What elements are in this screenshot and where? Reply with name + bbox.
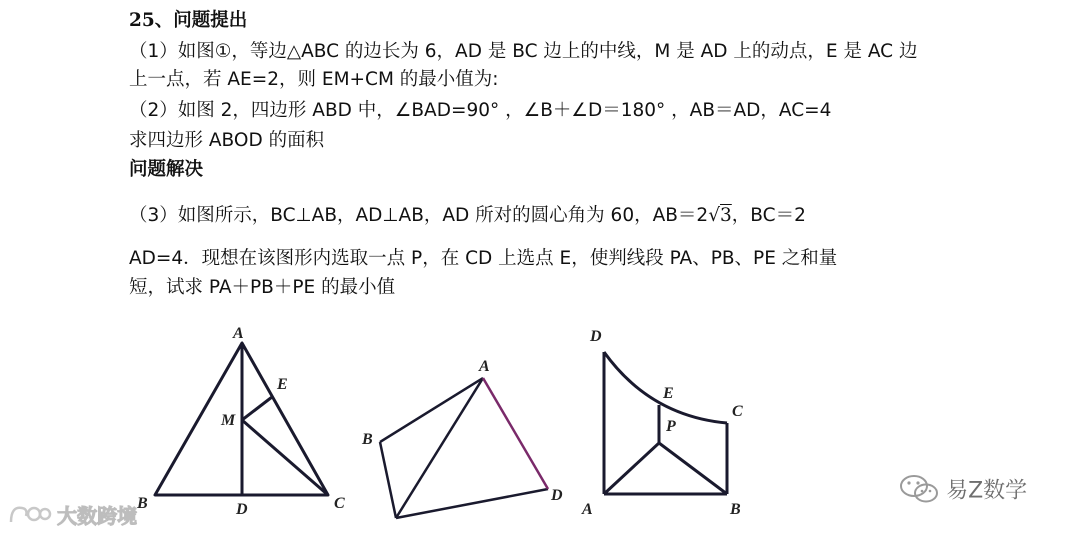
fig1-label-a: A <box>233 325 244 342</box>
fig1-label-b: B <box>137 495 148 512</box>
question-3-text-a: （3）如图所示，BC⊥AB，AD⊥AB，AD 所对的圆心角为 60，AB＝2 <box>129 205 709 226</box>
side-cd <box>396 489 548 518</box>
question-3-line-3: 短，试求 PA＋PB＋PE 的最小值 <box>129 277 396 298</box>
fig1-label-e: E <box>277 376 288 393</box>
question-1-line-2: 上一点，若 AE=2，则 EM+CM 的最小值为: <box>129 69 499 90</box>
watermark-left <box>8 500 137 529</box>
watermark-right-text: 易Z数学 <box>946 478 1028 504</box>
question-1-line-1: （1）如图①，等边△ABC 的边长为 6，AD 是 BC 边上的中线，M 是 AD 上的动点，E 是 AC 边 <box>129 41 918 62</box>
figure-1-triangle <box>125 315 365 525</box>
figure-2-quadrilateral <box>355 350 570 525</box>
fig1-label-d: D <box>236 501 248 518</box>
sqrt-radicand: 3 <box>720 205 732 226</box>
segment-mc <box>242 420 328 495</box>
segment-pb <box>659 443 727 494</box>
watermark-right <box>897 472 1027 506</box>
fig3-label-c: C <box>732 403 743 420</box>
side-ad <box>483 378 548 489</box>
sqrt-expression: √3 <box>708 205 732 226</box>
fig1-label-c: C <box>334 495 345 512</box>
fig1-label-m: M <box>221 412 236 429</box>
diagonal-ac <box>396 378 483 518</box>
fig3-label-b: B <box>730 501 741 518</box>
segment-pa <box>604 443 659 494</box>
fig2-label-a: A <box>479 358 490 375</box>
fig2-label-b: B <box>362 431 373 448</box>
question-3-line-1 <box>129 204 806 228</box>
watermark-left-text: 大数跨境 <box>57 504 138 528</box>
fig3-label-d: D <box>590 328 602 345</box>
solution-heading: 问题解决 <box>129 159 204 180</box>
fig3-label-e: E <box>663 385 674 402</box>
problem-heading: 25、问题提出 <box>129 10 248 31</box>
wechat-icon <box>897 472 941 506</box>
watermark-logo-icon <box>8 502 52 528</box>
fig3-label-a: A <box>582 501 593 518</box>
fig3-label-p: P <box>666 418 676 435</box>
side-bc <box>380 442 396 518</box>
question-2-line-2: 求四边形 ABOD 的面积 <box>129 130 325 151</box>
fig2-label-d: D <box>551 487 563 504</box>
side-ab <box>380 378 483 442</box>
figure-3-region <box>575 318 765 523</box>
segment-me <box>242 397 272 420</box>
question-3-text-b: ，BC＝2 <box>731 205 806 226</box>
question-3-line-2: AD=4．现想在该图形内选取一点 P，在 CD 上选点 E，使判线段 PA、PB、PE 之和量 <box>129 248 838 269</box>
question-2-line-1: （2）如图 2，四边形 ABD 中，∠BAD=90° ，∠B＋∠D＝180° ，AB＝AD，AC=4 <box>129 100 832 121</box>
